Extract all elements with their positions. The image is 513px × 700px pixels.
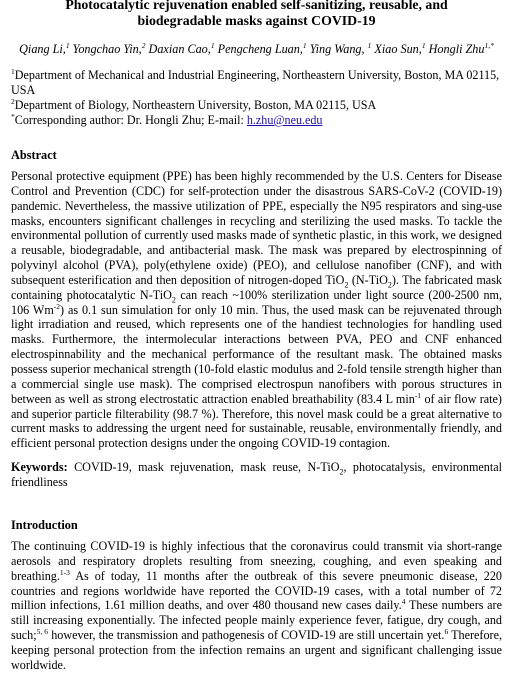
corresponding-author: *Corresponding author: Dr. Hongli Zhu; E-mail: h.zhu@neu.edu <box>11 111 323 127</box>
author-list <box>11 42 502 57</box>
author: Xiao Sun,$^1$ <box>374 40 426 56</box>
abstract-heading: Abstract <box>11 148 57 162</box>
introduction-body: The continuing COVID-19 is highly infectious that the coronavirus could transmit via short-range aerosols and respiratory droplets resulting from sneezing, coughing, and even speaking and breathing.$^{1-3}$ As of today, 11 months after the outbreak of this severe pneumonic disease, 220 countries and regions worldwide have reported the COVID-19 cases, with a total number of 72 million infections, 1.61 million deaths, and over 480 thousand new cases daily.$^4$ These numbers are still increasing exponentially. The infected people mainly experience fever, fatigue, dry cough, and such;$^{5, 6}$ however, the transmission and pathogenesis of COVID-19 are still uncertain yet.$^6$ Therefore, keeping personal protection from the infection remains an urgent and significant challenging issue worldwide. <box>11 539 503 672</box>
affiliation-1: $^1$Department of Mechanical and Industrial Engineering, Northeastern University, Boston, MA 02115, USA <box>11 66 500 97</box>
paper-title <box>11 0 502 29</box>
author: Qiang Li,$^1$ <box>19 40 70 56</box>
keywords-label: Keywords: <box>11 460 68 475</box>
title-line-2: biodegradable masks against COVID-19 <box>137 13 376 28</box>
author: Pengcheng Luan,$^1$ <box>217 40 307 56</box>
affiliations <box>11 68 502 128</box>
introduction-heading: Introduction <box>11 518 78 533</box>
author: Daxian Cao,$^1$ <box>148 40 215 56</box>
abstract-body: Personal protective equipment (PPE) has been highly recommended by the U.S. Centers for Disease Control and Prevention (CDC) for self-protection under the disastrous SARS-CoV-2 (COVID-19) pandemic. Nevertheless, the massive utilization of PPE, especially the N95 respirators and sing-use masks, encounters significant challenges in recycling and sterilizing the used masks. To tackle the environmental pollution of currently used masks made of synthetic plastic, in this work, we designed a reusable, biodegradable, and antibacterial mask. The mask was prepared by electrospinning of polyvinyl alcohol (PVA), poly(ethylene oxide) (PEO), and cellulose nanofiber (CNF), and with subsequent esterification and then deposition of nitrogen-doped TiO$_2$ (N-TiO$_2$). The fabricated mask containing photocatalytic N-TiO$_2$ can reach ~100% sterilization under light source (200-2500 nm, 106 $Wm^{-2}$) as 0.1 sun simulation for only 10 min. Thus, the used mask can be rejuvenated through light irradiation and reused, which represents one of the handiest technologies for handling used masks. Furthermore, the intermolecular interactions between PVA, PEO and CNF enhanced electrospinnability and the mechanical performance of the resultant mask. The obtained masks possess superior mechanical strength (10-fold elastic modulus and 2-fold tensile strength higher than a commercial single use mask). The comprised electrospun nanofibers with porous structures in between as well as strong electrostatic attraction enabled breathability (83.4 L $\min^{-1}$ of air flow rate) and superior particle filterability (98.7 %). Therefore, this novel mask could be a great alternative to current masks to addressing the urgent need for sustainable, reusable, environmentally friendly, and efficient personal protection designs under the ongoing COVID-19 contagion. <box>11 169 502 451</box>
author: Ying Wang, $^1$ <box>309 40 372 56</box>
email-link[interactable]: h.zhu@neu.edu <box>246 113 323 127</box>
affiliation-2: $^2$Department of Biology, Northeastern University, Boston, MA 02115, USA <box>11 96 377 112</box>
author: Yongchao Yin,$^2$ <box>72 40 146 56</box>
title-line-1: Photocatalytic rejuvenation enabled self-sanitizing, reusable, and <box>65 0 448 12</box>
author: Hongli Zhu$^{1,*}$ <box>428 40 494 56</box>
keywords: Keywords: COVID-19, mask rejuvenation, mask reuse, N-TiO$_2$, photocatalysis, environmental friendliness <box>11 460 502 490</box>
